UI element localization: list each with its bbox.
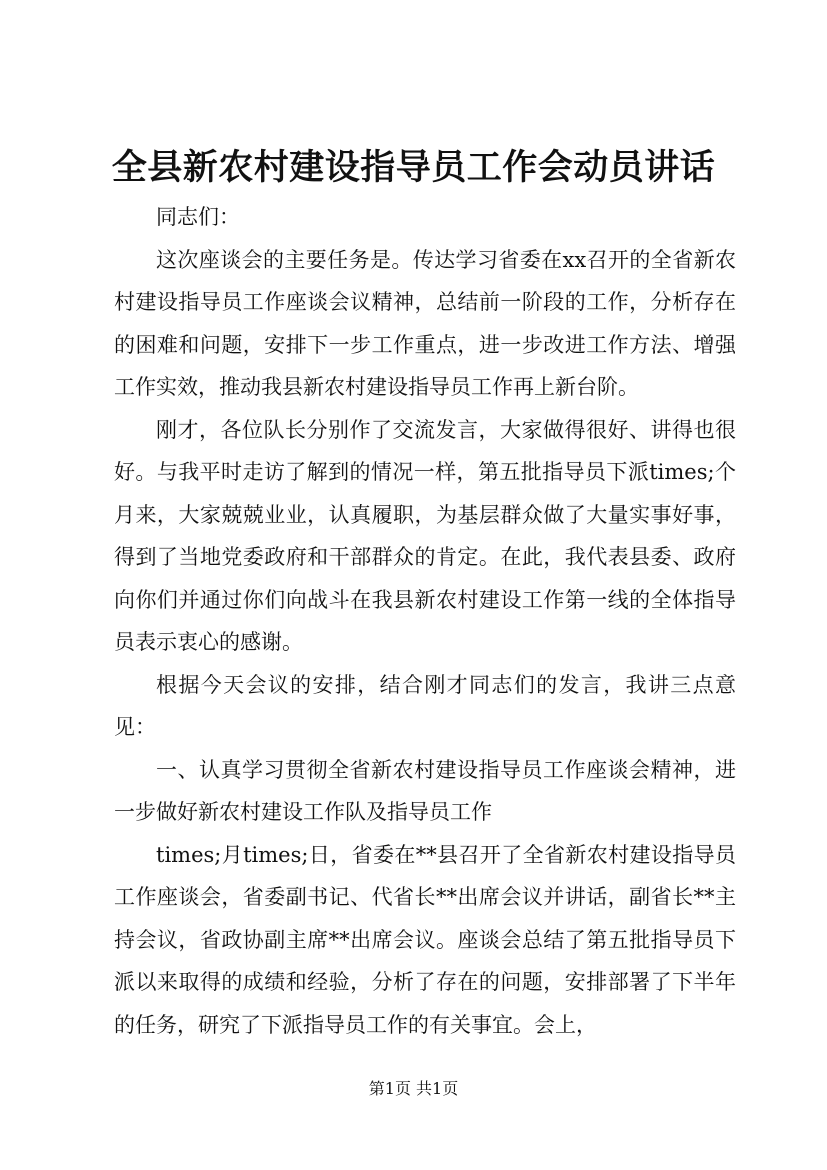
section-heading-one: 一、认真学习贯彻全省新农村建设指导员工作座谈会精神，进一步做好新农村建设工作队及指导员工作 bbox=[114, 757, 736, 824]
salutation-paragraph: 同志们： bbox=[156, 205, 240, 229]
page-number-footer: 第1页 共1页 bbox=[368, 1079, 459, 1098]
paragraph-team-exchange: 刚才，各位队长分别作了交流发言，大家做得很好、讲得也很好。与我平时走访了解到的情况一样，第五批指导员下派times;个月来，大家兢兢业业，认真履职，为基层群众做了大量实事好事，得到了当地党委政府和干部群众的肯定。在此，我代表县委、政府向你们并通过你们向战斗在我县新农村建设工作第一线的全体指导员表示衷心的感谢。 bbox=[114, 417, 736, 654]
paragraph-three-points: 根据今天会议的安排，结合刚才同志们的发言，我讲三点意见： bbox=[114, 672, 736, 739]
paragraph-provincial-meeting: times;月times;日，省委在**县召开了全省新农村建设指导员工作座谈会，省委副书记、代省长**出席会议并讲话，副省长**主持会议，省政协副主席**出席会议。座谈会总结了第五批指导员下派以来取得的成绩和经验，分析了存在的问题，安排部署了下半年的任务，研究了下派指导员工作的有关事宜。会上， bbox=[114, 842, 736, 1037]
document-title: 全县新农村建设指导员工作会动员讲话 bbox=[111, 147, 716, 188]
paragraph-meeting-task: 这次座谈会的主要任务是。传达学习省委在xx召开的全省新农村建设指导员工作座谈会议精神，总结前一阶段的工作，分析存在的困难和问题，安排下一步工作重点，进一步改进工作方法、增强工作实效，推动我县新农村建设指导员工作再上新台阶。 bbox=[114, 247, 736, 399]
document-body bbox=[114, 196, 736, 1046]
